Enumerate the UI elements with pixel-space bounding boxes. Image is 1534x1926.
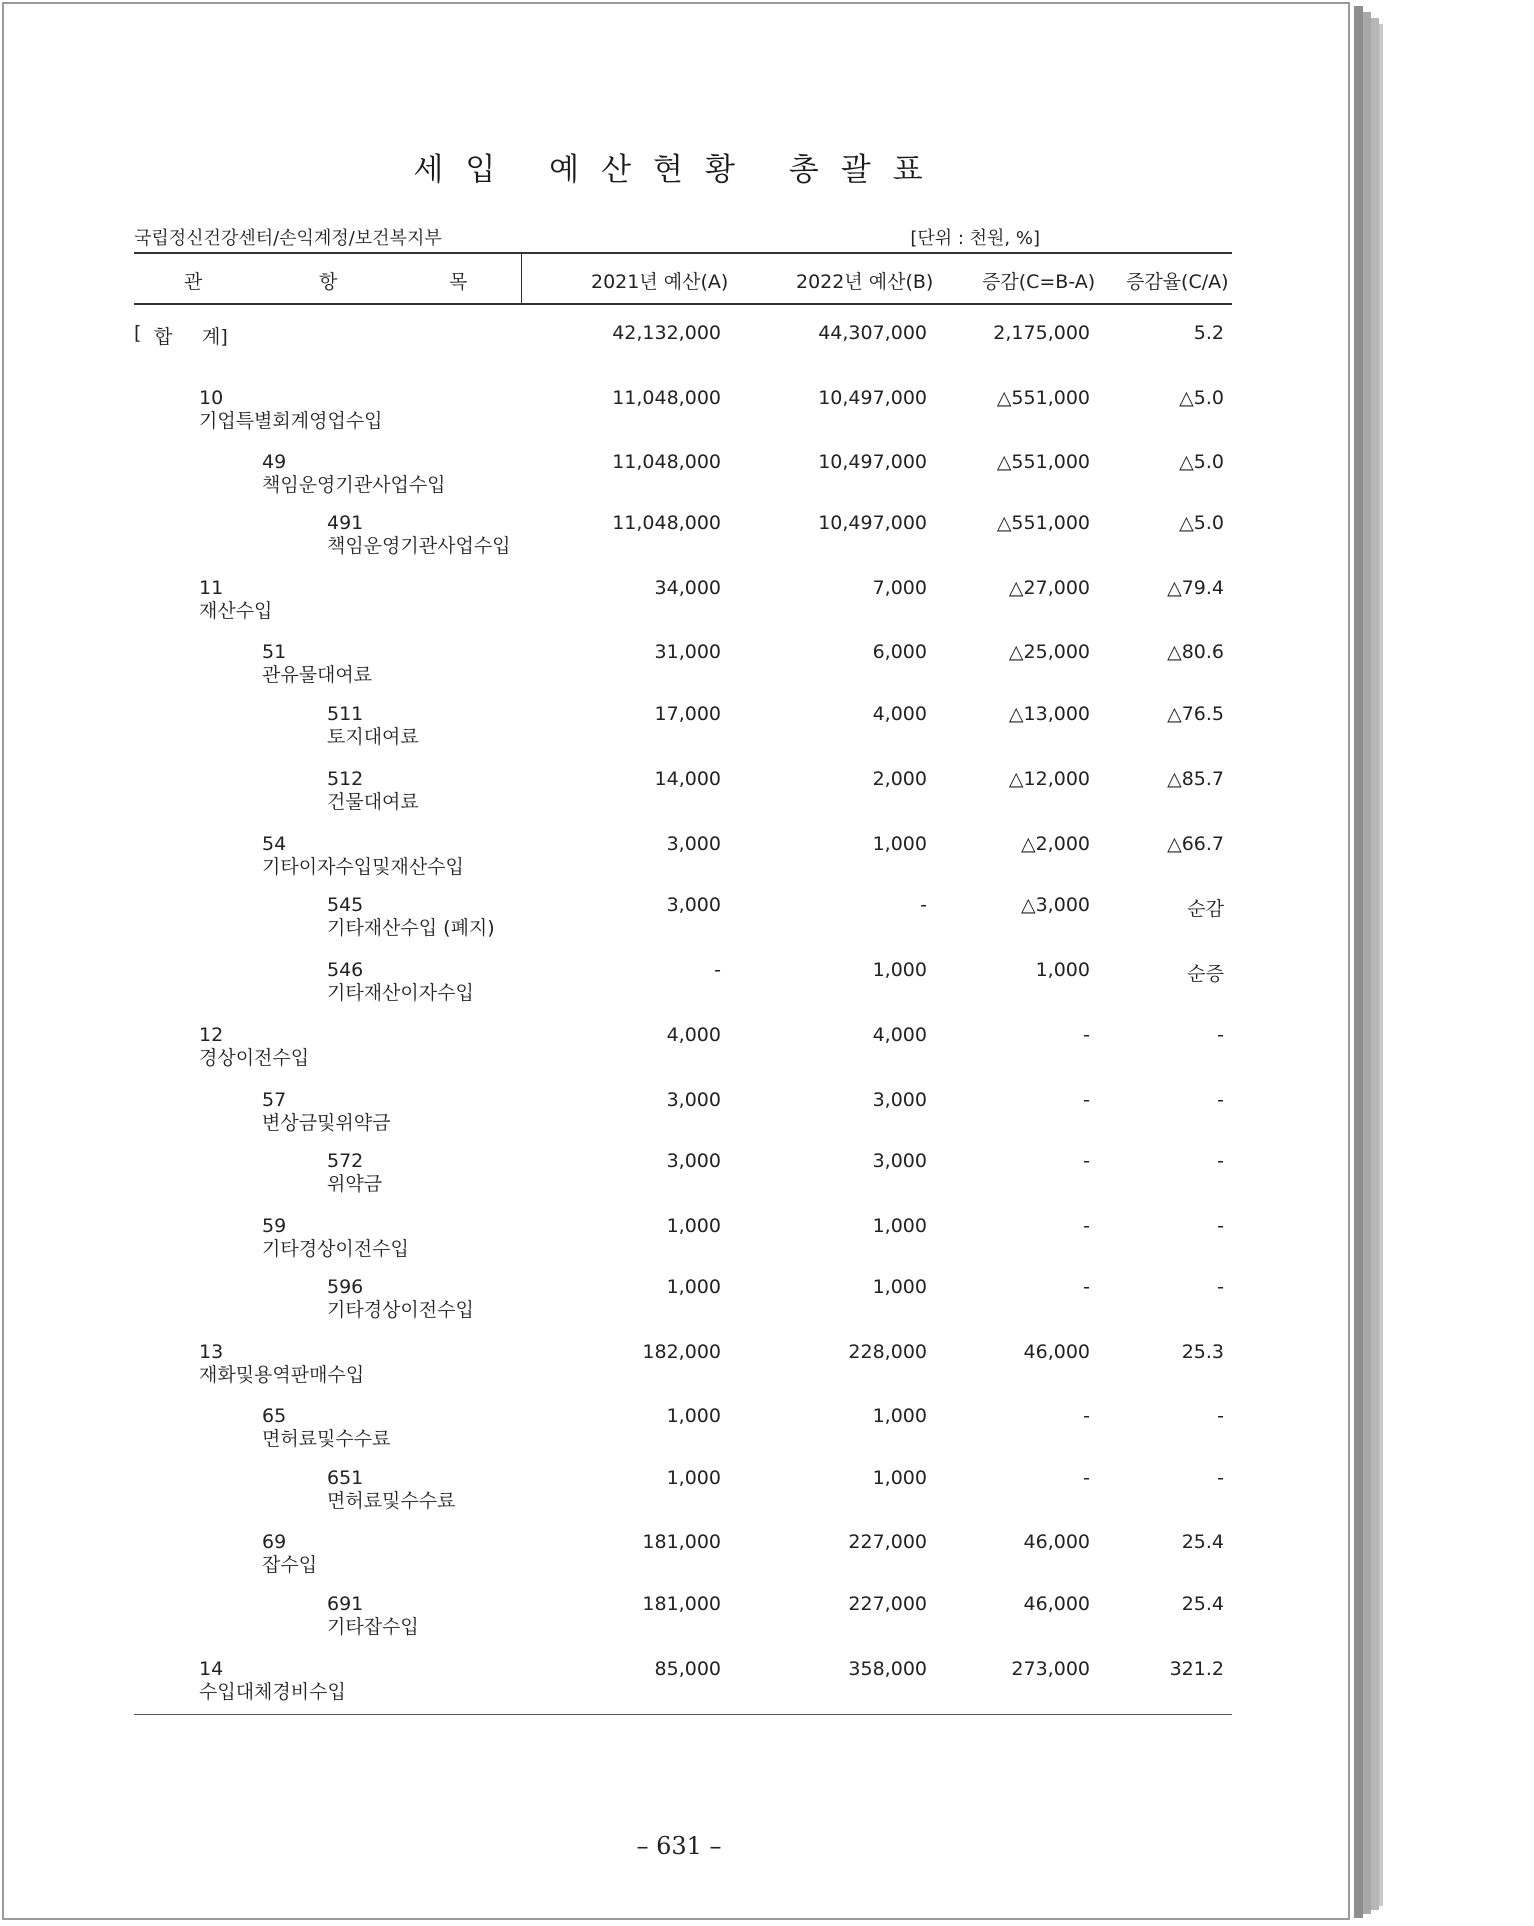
row-2021: 11,048,000 <box>612 451 721 473</box>
row-rate: - <box>1217 1215 1224 1237</box>
row-2021: 17,000 <box>654 703 721 725</box>
total-rate: 5.2 <box>1193 322 1224 344</box>
row-change: 46,000 <box>1023 1593 1090 1615</box>
row-code: 69 <box>262 1531 287 1553</box>
book-edge <box>1354 6 1363 1918</box>
table-row <box>4 512 1354 572</box>
row-name: 면허료및수수료 <box>262 1428 391 1450</box>
row-rate: - <box>1217 1405 1224 1427</box>
book-edge <box>1371 18 1379 1910</box>
table-row <box>4 577 1354 637</box>
row-rate: △85.7 <box>1167 768 1224 790</box>
row-rate: 25.4 <box>1181 1593 1224 1615</box>
row-2022: 228,000 <box>848 1341 927 1363</box>
total-row <box>4 322 1354 382</box>
table-row <box>4 833 1354 893</box>
total-bracket: [ <box>134 322 142 344</box>
row-change: 273,000 <box>1011 1658 1090 1680</box>
row-change: - <box>1083 1024 1090 1046</box>
table-row <box>4 1341 1354 1401</box>
table-row <box>4 1089 1354 1149</box>
row-2021: 11,048,000 <box>612 512 721 534</box>
row-code: 11 <box>199 577 224 599</box>
header-bottom-rule <box>134 303 1232 305</box>
row-code: 14 <box>199 1658 224 1680</box>
row-2022: 10,497,000 <box>818 512 927 534</box>
row-2021: 1,000 <box>666 1467 721 1489</box>
row-rate: - <box>1217 1467 1224 1489</box>
row-change: △13,000 <box>1008 703 1090 725</box>
row-2021: 3,000 <box>666 1150 721 1172</box>
row-name: 책임운영기관사업수입 <box>262 474 446 496</box>
row-name: 관유물대여료 <box>262 664 373 686</box>
row-2021: 1,000 <box>666 1276 721 1298</box>
row-change: - <box>1083 1467 1090 1489</box>
total-label-1: 합 <box>154 326 173 348</box>
row-name: 기업특별회계영업수입 <box>199 410 383 432</box>
header-2022-budget: 2022년 예산(B) <box>796 271 934 293</box>
row-code: 59 <box>262 1215 287 1237</box>
row-code: 511 <box>327 703 364 725</box>
row-code: 49 <box>262 451 287 473</box>
row-rate: 321.2 <box>1169 1658 1224 1680</box>
row-code: 691 <box>327 1593 364 1615</box>
row-code: 596 <box>327 1276 364 1298</box>
table-row <box>4 1276 1354 1336</box>
row-2022: 1,000 <box>872 833 927 855</box>
table-bottom-rule <box>134 1714 1232 1715</box>
table-row <box>4 1531 1354 1591</box>
row-rate: △5.0 <box>1179 451 1224 473</box>
total-label-2: 계] <box>202 326 228 348</box>
row-2021: 181,000 <box>642 1531 721 1553</box>
row-name: 기타이자수입및재산수입 <box>262 856 464 878</box>
row-rate: 25.3 <box>1181 1341 1224 1363</box>
row-2022: 3,000 <box>872 1150 927 1172</box>
header-divider <box>521 254 522 303</box>
total-2021: 42,132,000 <box>612 322 721 344</box>
row-rate: 순감 <box>1187 898 1224 920</box>
table-row <box>4 768 1354 828</box>
row-rate: - <box>1217 1150 1224 1172</box>
row-change: △12,000 <box>1008 768 1090 790</box>
table-row <box>4 1024 1354 1084</box>
row-2022: 4,000 <box>872 703 927 725</box>
row-change: - <box>1083 1405 1090 1427</box>
row-rate: 25.4 <box>1181 1531 1224 1553</box>
book-edge <box>1363 12 1371 1914</box>
row-rate: △76.5 <box>1167 703 1224 725</box>
table-row <box>4 894 1354 954</box>
row-code: 65 <box>262 1405 287 1427</box>
row-2021: 4,000 <box>666 1024 721 1046</box>
row-code: 546 <box>327 959 364 981</box>
row-name: 건물대여료 <box>327 791 419 813</box>
row-code: 12 <box>199 1024 224 1046</box>
row-2021: 85,000 <box>654 1658 721 1680</box>
total-2022: 44,307,000 <box>818 322 927 344</box>
row-change: - <box>1083 1276 1090 1298</box>
page-number: – 631 – <box>636 1832 722 1860</box>
table-row <box>4 959 1354 1019</box>
book-edge <box>1379 24 1383 1906</box>
row-name: 책임운영기관사업수입 <box>327 535 511 557</box>
row-2022: 227,000 <box>848 1593 927 1615</box>
page-title: 세입 예산현황 총괄표 <box>413 152 945 188</box>
row-rate: △5.0 <box>1179 512 1224 534</box>
table-row <box>4 451 1354 511</box>
table-row <box>4 1658 1354 1718</box>
table-row <box>4 1150 1354 1210</box>
unit-label: [단위 : 천원, %] <box>910 228 1040 249</box>
row-2022: 6,000 <box>872 641 927 663</box>
row-2022: 1,000 <box>872 1467 927 1489</box>
row-2022: 1,000 <box>872 1276 927 1298</box>
row-change: 46,000 <box>1023 1341 1090 1363</box>
row-name: 기타재산이자수입 <box>327 982 474 1004</box>
row-name: 재산수입 <box>199 600 273 622</box>
row-rate: △5.0 <box>1179 387 1224 409</box>
row-code: 54 <box>262 833 287 855</box>
row-rate: - <box>1217 1024 1224 1046</box>
row-2022: 10,497,000 <box>818 451 927 473</box>
row-code: 10 <box>199 387 224 409</box>
row-2021: 31,000 <box>654 641 721 663</box>
header-hang: 항 <box>319 271 338 293</box>
table-row <box>4 703 1354 763</box>
row-rate: 순증 <box>1187 963 1224 985</box>
row-2021: - <box>714 959 721 981</box>
row-name: 수입대체경비수입 <box>199 1681 346 1703</box>
total-change: 2,175,000 <box>993 322 1090 344</box>
row-name: 잡수입 <box>262 1554 318 1576</box>
row-change: - <box>1083 1089 1090 1111</box>
row-name: 면허료및수수료 <box>327 1490 456 1512</box>
row-2021: 3,000 <box>666 1089 721 1111</box>
row-change: △3,000 <box>1020 894 1090 916</box>
row-name: 기타경상이전수입 <box>327 1299 474 1321</box>
row-change: - <box>1083 1150 1090 1172</box>
row-change: △551,000 <box>996 512 1090 534</box>
row-2022: 227,000 <box>848 1531 927 1553</box>
row-rate: - <box>1217 1276 1224 1298</box>
document-page <box>2 2 1350 1920</box>
row-rate: △66.7 <box>1167 833 1224 855</box>
row-2022: 1,000 <box>872 1405 927 1427</box>
row-2022: 1,000 <box>872 1215 927 1237</box>
header-2021-budget: 2021년 예산(A) <box>591 271 729 293</box>
row-name: 위약금 <box>327 1173 383 1195</box>
row-2022: 4,000 <box>872 1024 927 1046</box>
row-2021: 11,048,000 <box>612 387 721 409</box>
row-2022: 1,000 <box>872 959 927 981</box>
table-row <box>4 387 1354 447</box>
row-code: 491 <box>327 512 364 534</box>
row-code: 51 <box>262 641 287 663</box>
row-change: △25,000 <box>1008 641 1090 663</box>
row-change: △551,000 <box>996 387 1090 409</box>
header-gwan: 관 <box>184 271 203 293</box>
row-name: 재화및용역판매수입 <box>199 1364 365 1386</box>
row-name: 경상이전수입 <box>199 1047 310 1069</box>
row-2022: - <box>920 894 927 916</box>
row-2022: 10,497,000 <box>818 387 927 409</box>
table-row <box>4 1593 1354 1653</box>
header-change-rate: 증감율(C/A) <box>1126 271 1229 293</box>
row-2021: 14,000 <box>654 768 721 790</box>
row-code: 512 <box>327 768 364 790</box>
header-mok: 목 <box>449 271 468 293</box>
row-2022: 358,000 <box>848 1658 927 1680</box>
row-2022: 2,000 <box>872 768 927 790</box>
header-change: 증감(C=B-A) <box>982 271 1096 293</box>
row-name: 기타경상이전수입 <box>262 1238 409 1260</box>
row-rate: △79.4 <box>1167 577 1224 599</box>
row-name: 기타재산수입 (폐지) <box>327 917 495 939</box>
row-2021: 1,000 <box>666 1215 721 1237</box>
row-change: 46,000 <box>1023 1531 1090 1553</box>
row-rate: - <box>1217 1089 1224 1111</box>
row-code: 572 <box>327 1150 364 1172</box>
table-row <box>4 1215 1354 1275</box>
organization-label: 국립정신건강센터/손익계정/보건복지부 <box>134 228 442 249</box>
row-2021: 3,000 <box>666 833 721 855</box>
row-code: 57 <box>262 1089 287 1111</box>
row-2021: 3,000 <box>666 894 721 916</box>
row-change: △551,000 <box>996 451 1090 473</box>
row-2021: 1,000 <box>666 1405 721 1427</box>
row-rate: △80.6 <box>1167 641 1224 663</box>
row-code: 13 <box>199 1341 224 1363</box>
row-2022: 7,000 <box>872 577 927 599</box>
row-2021: 182,000 <box>642 1341 721 1363</box>
row-2022: 3,000 <box>872 1089 927 1111</box>
row-code: 545 <box>327 894 364 916</box>
row-change: △27,000 <box>1008 577 1090 599</box>
row-name: 기타잡수입 <box>327 1616 419 1638</box>
row-code: 651 <box>327 1467 364 1489</box>
table-top-rule <box>134 252 1232 254</box>
row-change: 1,000 <box>1035 959 1090 981</box>
row-change: - <box>1083 1215 1090 1237</box>
table-row <box>4 1405 1354 1465</box>
table-row <box>4 1467 1354 1527</box>
row-2021: 34,000 <box>654 577 721 599</box>
row-2021: 181,000 <box>642 1593 721 1615</box>
row-name: 토지대여료 <box>327 726 419 748</box>
table-row <box>4 641 1354 701</box>
row-change: △2,000 <box>1020 833 1090 855</box>
row-name: 변상금및위약금 <box>262 1112 391 1134</box>
